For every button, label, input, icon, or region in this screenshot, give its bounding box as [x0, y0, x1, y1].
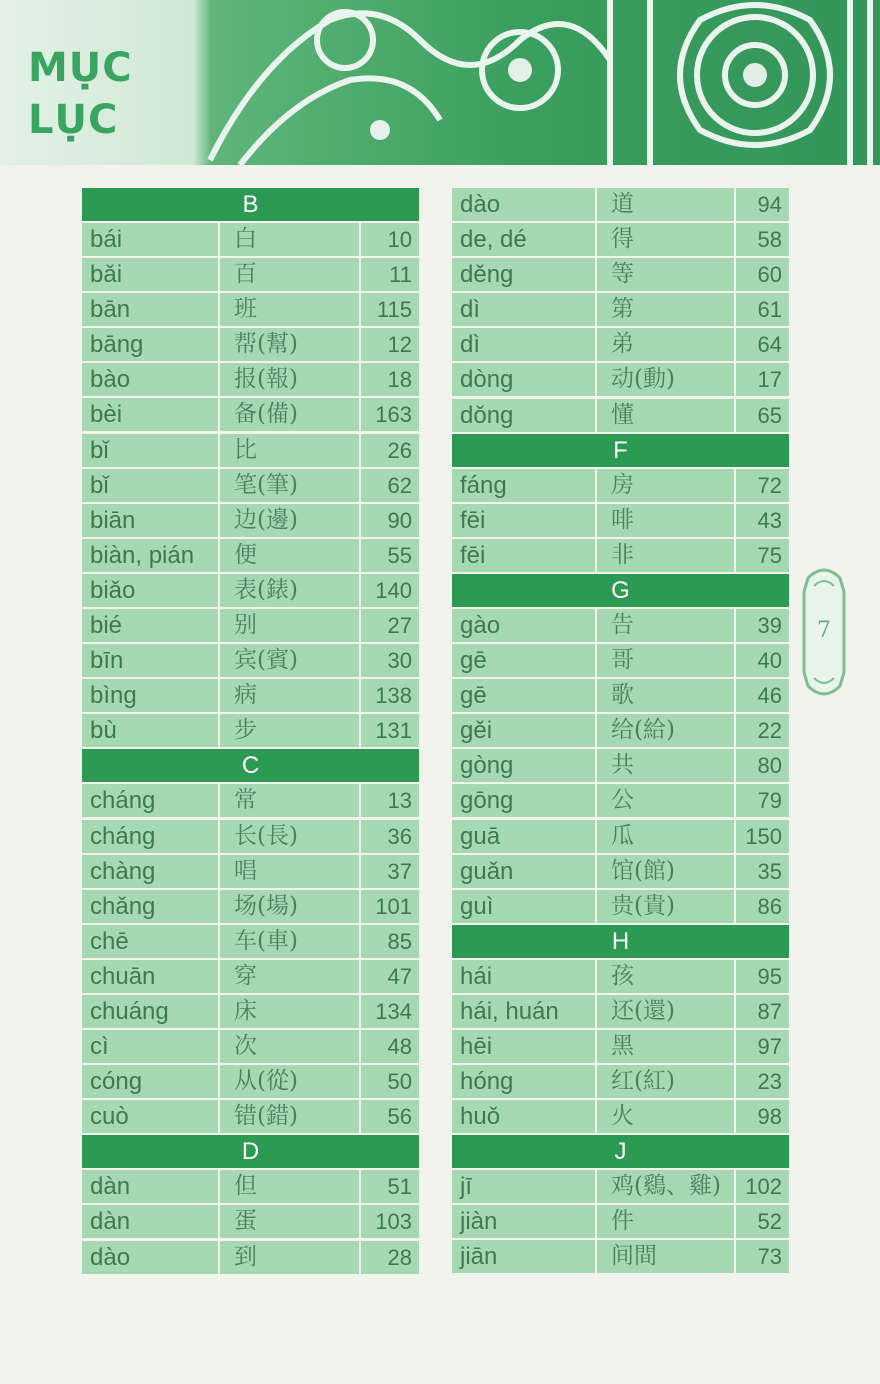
- pinyin-cell: jī: [452, 1170, 595, 1203]
- page-title: [28, 42, 133, 146]
- hanzi-cell: 步: [220, 714, 359, 747]
- pinyin-cell: cháng: [82, 784, 218, 817]
- page-number-cell: 102: [736, 1170, 789, 1203]
- section-letter-header: C: [82, 749, 419, 782]
- hanzi-cell: 火: [597, 1100, 734, 1133]
- page-number-cell: 26: [361, 434, 419, 467]
- index-entry-row: [82, 293, 419, 328]
- hanzi-cell: 唱: [220, 855, 359, 888]
- page-number-cell: 28: [361, 1241, 419, 1274]
- hanzi-cell: 床: [220, 995, 359, 1028]
- pinyin-cell: chuān: [82, 960, 218, 993]
- pinyin-cell: bīn: [82, 644, 218, 677]
- index-entry-row: [82, 223, 419, 258]
- index-entry-row: [452, 960, 789, 995]
- section-letter-header: F: [452, 434, 789, 467]
- pinyin-cell: gē: [452, 679, 595, 712]
- index-column-left: [82, 188, 419, 1276]
- pinyin-cell: bǎi: [82, 258, 218, 291]
- pinyin-cell: gòng: [452, 749, 595, 782]
- index-entry-row: [452, 679, 789, 714]
- hanzi-cell: 第: [597, 293, 734, 326]
- pinyin-cell: dàn: [82, 1205, 218, 1238]
- index-entry-row: [82, 609, 419, 644]
- pinyin-cell: biān: [82, 504, 218, 537]
- section-letter-header: B: [82, 188, 419, 221]
- hanzi-cell: 间間: [597, 1240, 734, 1273]
- page-number-cell: 22: [736, 714, 789, 747]
- index-entry-row: [452, 1240, 789, 1275]
- index-entry-row: [452, 399, 789, 434]
- hanzi-cell: 班: [220, 293, 359, 326]
- page-number-cell: 23: [736, 1065, 789, 1098]
- pinyin-cell: biǎo: [82, 574, 218, 607]
- pinyin-cell: fēi: [452, 539, 595, 572]
- pinyin-cell: biàn, pián: [82, 539, 218, 572]
- hanzi-cell: 病: [220, 679, 359, 712]
- page-number-cell: 115: [361, 293, 419, 326]
- pinyin-cell: bào: [82, 363, 218, 396]
- pinyin-cell: cuò: [82, 1100, 218, 1133]
- hanzi-cell: 但: [220, 1170, 359, 1203]
- pinyin-cell: dì: [452, 328, 595, 361]
- index-entry-row: [452, 258, 789, 293]
- pinyin-cell: bǐ: [82, 469, 218, 502]
- pinyin-cell: cóng: [82, 1065, 218, 1098]
- index-entry-row: [452, 1030, 789, 1065]
- pinyin-cell: cì: [82, 1030, 218, 1063]
- pinyin-cell: dàn: [82, 1170, 218, 1203]
- page-number-cell: 10: [361, 223, 419, 256]
- index-entry-row: [82, 960, 419, 995]
- page-number-cell: 90: [361, 504, 419, 537]
- pinyin-cell: gào: [452, 609, 595, 642]
- section-letter-header: G: [452, 574, 789, 607]
- index-entry-row: [82, 714, 419, 749]
- page-number-cell: 85: [361, 925, 419, 958]
- hanzi-cell: 孩: [597, 960, 734, 993]
- hanzi-cell: 白: [220, 223, 359, 256]
- section-letter-header: J: [452, 1135, 789, 1168]
- pinyin-cell: jiān: [452, 1240, 595, 1273]
- index-entry-row: [452, 820, 789, 855]
- index-entry-row: [452, 1065, 789, 1100]
- page-number-cell: 101: [361, 890, 419, 923]
- index-entry-row: [452, 644, 789, 679]
- hanzi-cell: 穿: [220, 960, 359, 993]
- pinyin-cell: huǒ: [452, 1100, 595, 1133]
- pinyin-cell: gē: [452, 644, 595, 677]
- hanzi-cell: 公: [597, 784, 734, 817]
- hanzi-cell: 错(錯): [220, 1100, 359, 1133]
- index-entry-row: [452, 890, 789, 925]
- page-number-cell: 98: [736, 1100, 789, 1133]
- hanzi-cell: 懂: [597, 399, 734, 432]
- page-number-cell: 40: [736, 644, 789, 677]
- page-number-cell: 39: [736, 609, 789, 642]
- pinyin-cell: cháng: [82, 820, 218, 853]
- page-number-cell: 50: [361, 1065, 419, 1098]
- hanzi-cell: 馆(館): [597, 855, 734, 888]
- index-entry-row: [452, 1170, 789, 1205]
- hanzi-cell: 鸡(鷄、雞): [597, 1170, 734, 1203]
- hanzi-cell: 黑: [597, 1030, 734, 1063]
- index-entry-row: [82, 1205, 419, 1240]
- index-entry-row: [82, 398, 419, 433]
- index-entry-row: [452, 995, 789, 1030]
- index-entry-row: [82, 784, 419, 819]
- hanzi-cell: 歌: [597, 679, 734, 712]
- pinyin-cell: bān: [82, 293, 218, 326]
- hanzi-cell: 到: [220, 1241, 359, 1274]
- pinyin-cell: hái, huán: [452, 995, 595, 1028]
- page-number-cell: 140: [361, 574, 419, 607]
- index-entry-row: [452, 784, 789, 819]
- hanzi-cell: 瓜: [597, 820, 734, 853]
- pinyin-cell: dǒng: [452, 399, 595, 432]
- index-entry-row: [82, 1100, 419, 1135]
- pinyin-cell: chuáng: [82, 995, 218, 1028]
- index-entry-row: [452, 293, 789, 328]
- pinyin-cell: děng: [452, 258, 595, 291]
- page-number-cell: 73: [736, 1240, 789, 1273]
- pinyin-cell: guā: [452, 820, 595, 853]
- page-number-cell: 134: [361, 995, 419, 1028]
- pinyin-cell: bǐ: [82, 434, 218, 467]
- hanzi-cell: 场(場): [220, 890, 359, 923]
- hanzi-cell: 哥: [597, 644, 734, 677]
- page-number-cell: 52: [736, 1205, 789, 1238]
- pinyin-cell: jiàn: [452, 1205, 595, 1238]
- index-entry-row: [82, 328, 419, 363]
- hanzi-cell: 件: [597, 1205, 734, 1238]
- pinyin-cell: bái: [82, 223, 218, 256]
- pinyin-cell: dào: [452, 188, 595, 221]
- index-entry-row: [82, 469, 419, 504]
- hanzi-cell: 房: [597, 469, 734, 502]
- hanzi-cell: 百: [220, 258, 359, 291]
- hanzi-cell: 非: [597, 539, 734, 572]
- page-number-cell: 17: [736, 363, 789, 396]
- index-entry-row: [452, 223, 789, 258]
- pinyin-cell: fēi: [452, 504, 595, 537]
- hanzi-cell: 备(備): [220, 398, 359, 431]
- hanzi-cell: 得: [597, 223, 734, 256]
- hanzi-cell: 贵(貴): [597, 890, 734, 923]
- index-entry-row: [82, 995, 419, 1030]
- hanzi-cell: 便: [220, 539, 359, 572]
- hanzi-cell: 从(從): [220, 1065, 359, 1098]
- page-number-cell: 47: [361, 960, 419, 993]
- pinyin-cell: de, dé: [452, 223, 595, 256]
- hanzi-cell: 动(動): [597, 363, 734, 396]
- pinyin-cell: bèi: [82, 398, 218, 431]
- page-number-cell: 55: [361, 539, 419, 572]
- index-entry-row: [82, 890, 419, 925]
- page-number-cell: 65: [736, 399, 789, 432]
- index-entry-row: [82, 644, 419, 679]
- title-line-1: MỤC: [28, 45, 133, 91]
- pinyin-cell: gōng: [452, 784, 595, 817]
- pinyin-cell: hái: [452, 960, 595, 993]
- pinyin-cell: hóng: [452, 1065, 595, 1098]
- page-number-cell: 11: [361, 258, 419, 291]
- index-entry-row: [452, 855, 789, 890]
- page-number-cell: 60: [736, 258, 789, 291]
- page-number-cell: 95: [736, 960, 789, 993]
- index-entry-row: [82, 1065, 419, 1100]
- page-number-cell: 131: [361, 714, 419, 747]
- pinyin-cell: guì: [452, 890, 595, 923]
- hanzi-cell: 蛋: [220, 1205, 359, 1238]
- index-entry-row: [452, 328, 789, 363]
- page-number-cell: 27: [361, 609, 419, 642]
- pinyin-cell: bù: [82, 714, 218, 747]
- pinyin-cell: hēi: [452, 1030, 595, 1063]
- index-entry-row: [452, 539, 789, 574]
- pinyin-cell: fáng: [452, 469, 595, 502]
- section-letter-header: H: [452, 925, 789, 958]
- page-number-cell: 51: [361, 1170, 419, 1203]
- index-entry-row: [82, 1241, 419, 1276]
- index-entry-row: [452, 363, 789, 398]
- page-number-cell: 62: [361, 469, 419, 502]
- hanzi-cell: 边(邊): [220, 504, 359, 537]
- page-number-cell: 37: [361, 855, 419, 888]
- page-number-cell: 163: [361, 398, 419, 431]
- hanzi-cell: 啡: [597, 504, 734, 537]
- hanzi-cell: 帮(幫): [220, 328, 359, 361]
- page-number-cell: 64: [736, 328, 789, 361]
- index-entry-row: [82, 855, 419, 890]
- page-number-cell: 138: [361, 679, 419, 712]
- hanzi-cell: 车(車): [220, 925, 359, 958]
- index-entry-row: [82, 925, 419, 960]
- page-number-cell: 72: [736, 469, 789, 502]
- index-entry-row: [82, 539, 419, 574]
- hanzi-cell: 常: [220, 784, 359, 817]
- page-number-cell: 35: [736, 855, 789, 888]
- hanzi-cell: 等: [597, 258, 734, 291]
- pinyin-cell: dào: [82, 1241, 218, 1274]
- index-entry-row: [82, 434, 419, 469]
- index-entry-row: [82, 1030, 419, 1065]
- hanzi-cell: 次: [220, 1030, 359, 1063]
- pinyin-cell: chǎng: [82, 890, 218, 923]
- pinyin-cell: chàng: [82, 855, 218, 888]
- page-number-cell: 18: [361, 363, 419, 396]
- section-letter-header: D: [82, 1135, 419, 1168]
- index-entry-row: [452, 1100, 789, 1135]
- index-entry-row: [452, 469, 789, 504]
- page-number-cell: 97: [736, 1030, 789, 1063]
- hanzi-cell: 弟: [597, 328, 734, 361]
- page-number-cell: 46: [736, 679, 789, 712]
- hanzi-cell: 告: [597, 609, 734, 642]
- hanzi-cell: 报(報): [220, 363, 359, 396]
- pinyin-cell: bìng: [82, 679, 218, 712]
- page-number-cell: 87: [736, 995, 789, 1028]
- index-entry-row: [452, 609, 789, 644]
- hanzi-cell: 道: [597, 188, 734, 221]
- index-entry-row: [82, 363, 419, 398]
- page-number-cell: 13: [361, 784, 419, 817]
- hanzi-cell: 宾(賓): [220, 644, 359, 677]
- index-entry-row: [452, 188, 789, 223]
- page-number-cell: 56: [361, 1100, 419, 1133]
- page-number-cell: 48: [361, 1030, 419, 1063]
- index-column-right: [452, 188, 789, 1276]
- page-number-cell: 103: [361, 1205, 419, 1238]
- decorative-banner: [0, 0, 880, 165]
- hanzi-cell: 表(錶): [220, 574, 359, 607]
- pinyin-cell: gěi: [452, 714, 595, 747]
- page-number-cell: 58: [736, 223, 789, 256]
- index-entry-row: [82, 504, 419, 539]
- title-line-2: LỤC: [28, 97, 119, 143]
- pinyin-cell: dòng: [452, 363, 595, 396]
- index-entry-row: [82, 574, 419, 609]
- pinyin-cell: dì: [452, 293, 595, 326]
- hanzi-cell: 还(還): [597, 995, 734, 1028]
- index-entry-row: [452, 714, 789, 749]
- page-number-cell: 43: [736, 504, 789, 537]
- index-entry-row: [452, 749, 789, 784]
- page-number-cell: 86: [736, 890, 789, 923]
- hanzi-cell: 红(紅): [597, 1065, 734, 1098]
- pinyin-cell: bāng: [82, 328, 218, 361]
- page-number-cell: 12: [361, 328, 419, 361]
- page-number-cell: 75: [736, 539, 789, 572]
- page-number: 7: [817, 618, 831, 643]
- hanzi-cell: 给(給): [597, 714, 734, 747]
- index-entry-row: [82, 820, 419, 855]
- pinyin-cell: bié: [82, 609, 218, 642]
- index-entry-row: [82, 679, 419, 714]
- page-number-cell: 36: [361, 820, 419, 853]
- page-number-cell: 150: [736, 820, 789, 853]
- page-number-cell: 79: [736, 784, 789, 817]
- hanzi-cell: 比: [220, 434, 359, 467]
- page-number-cell: 61: [736, 293, 789, 326]
- pinyin-cell: chē: [82, 925, 218, 958]
- index-entry-row: [452, 1205, 789, 1240]
- page-number-cell: 80: [736, 749, 789, 782]
- index-entry-row: [82, 1170, 419, 1205]
- hanzi-cell: 共: [597, 749, 734, 782]
- page-number-cell: 94: [736, 188, 789, 221]
- index-entry-row: [82, 258, 419, 293]
- hanzi-cell: 别: [220, 609, 359, 642]
- index-entry-row: [452, 504, 789, 539]
- hanzi-cell: 笔(筆): [220, 469, 359, 502]
- pinyin-cell: guǎn: [452, 855, 595, 888]
- hanzi-cell: 长(長): [220, 820, 359, 853]
- page-number-cell: 30: [361, 644, 419, 677]
